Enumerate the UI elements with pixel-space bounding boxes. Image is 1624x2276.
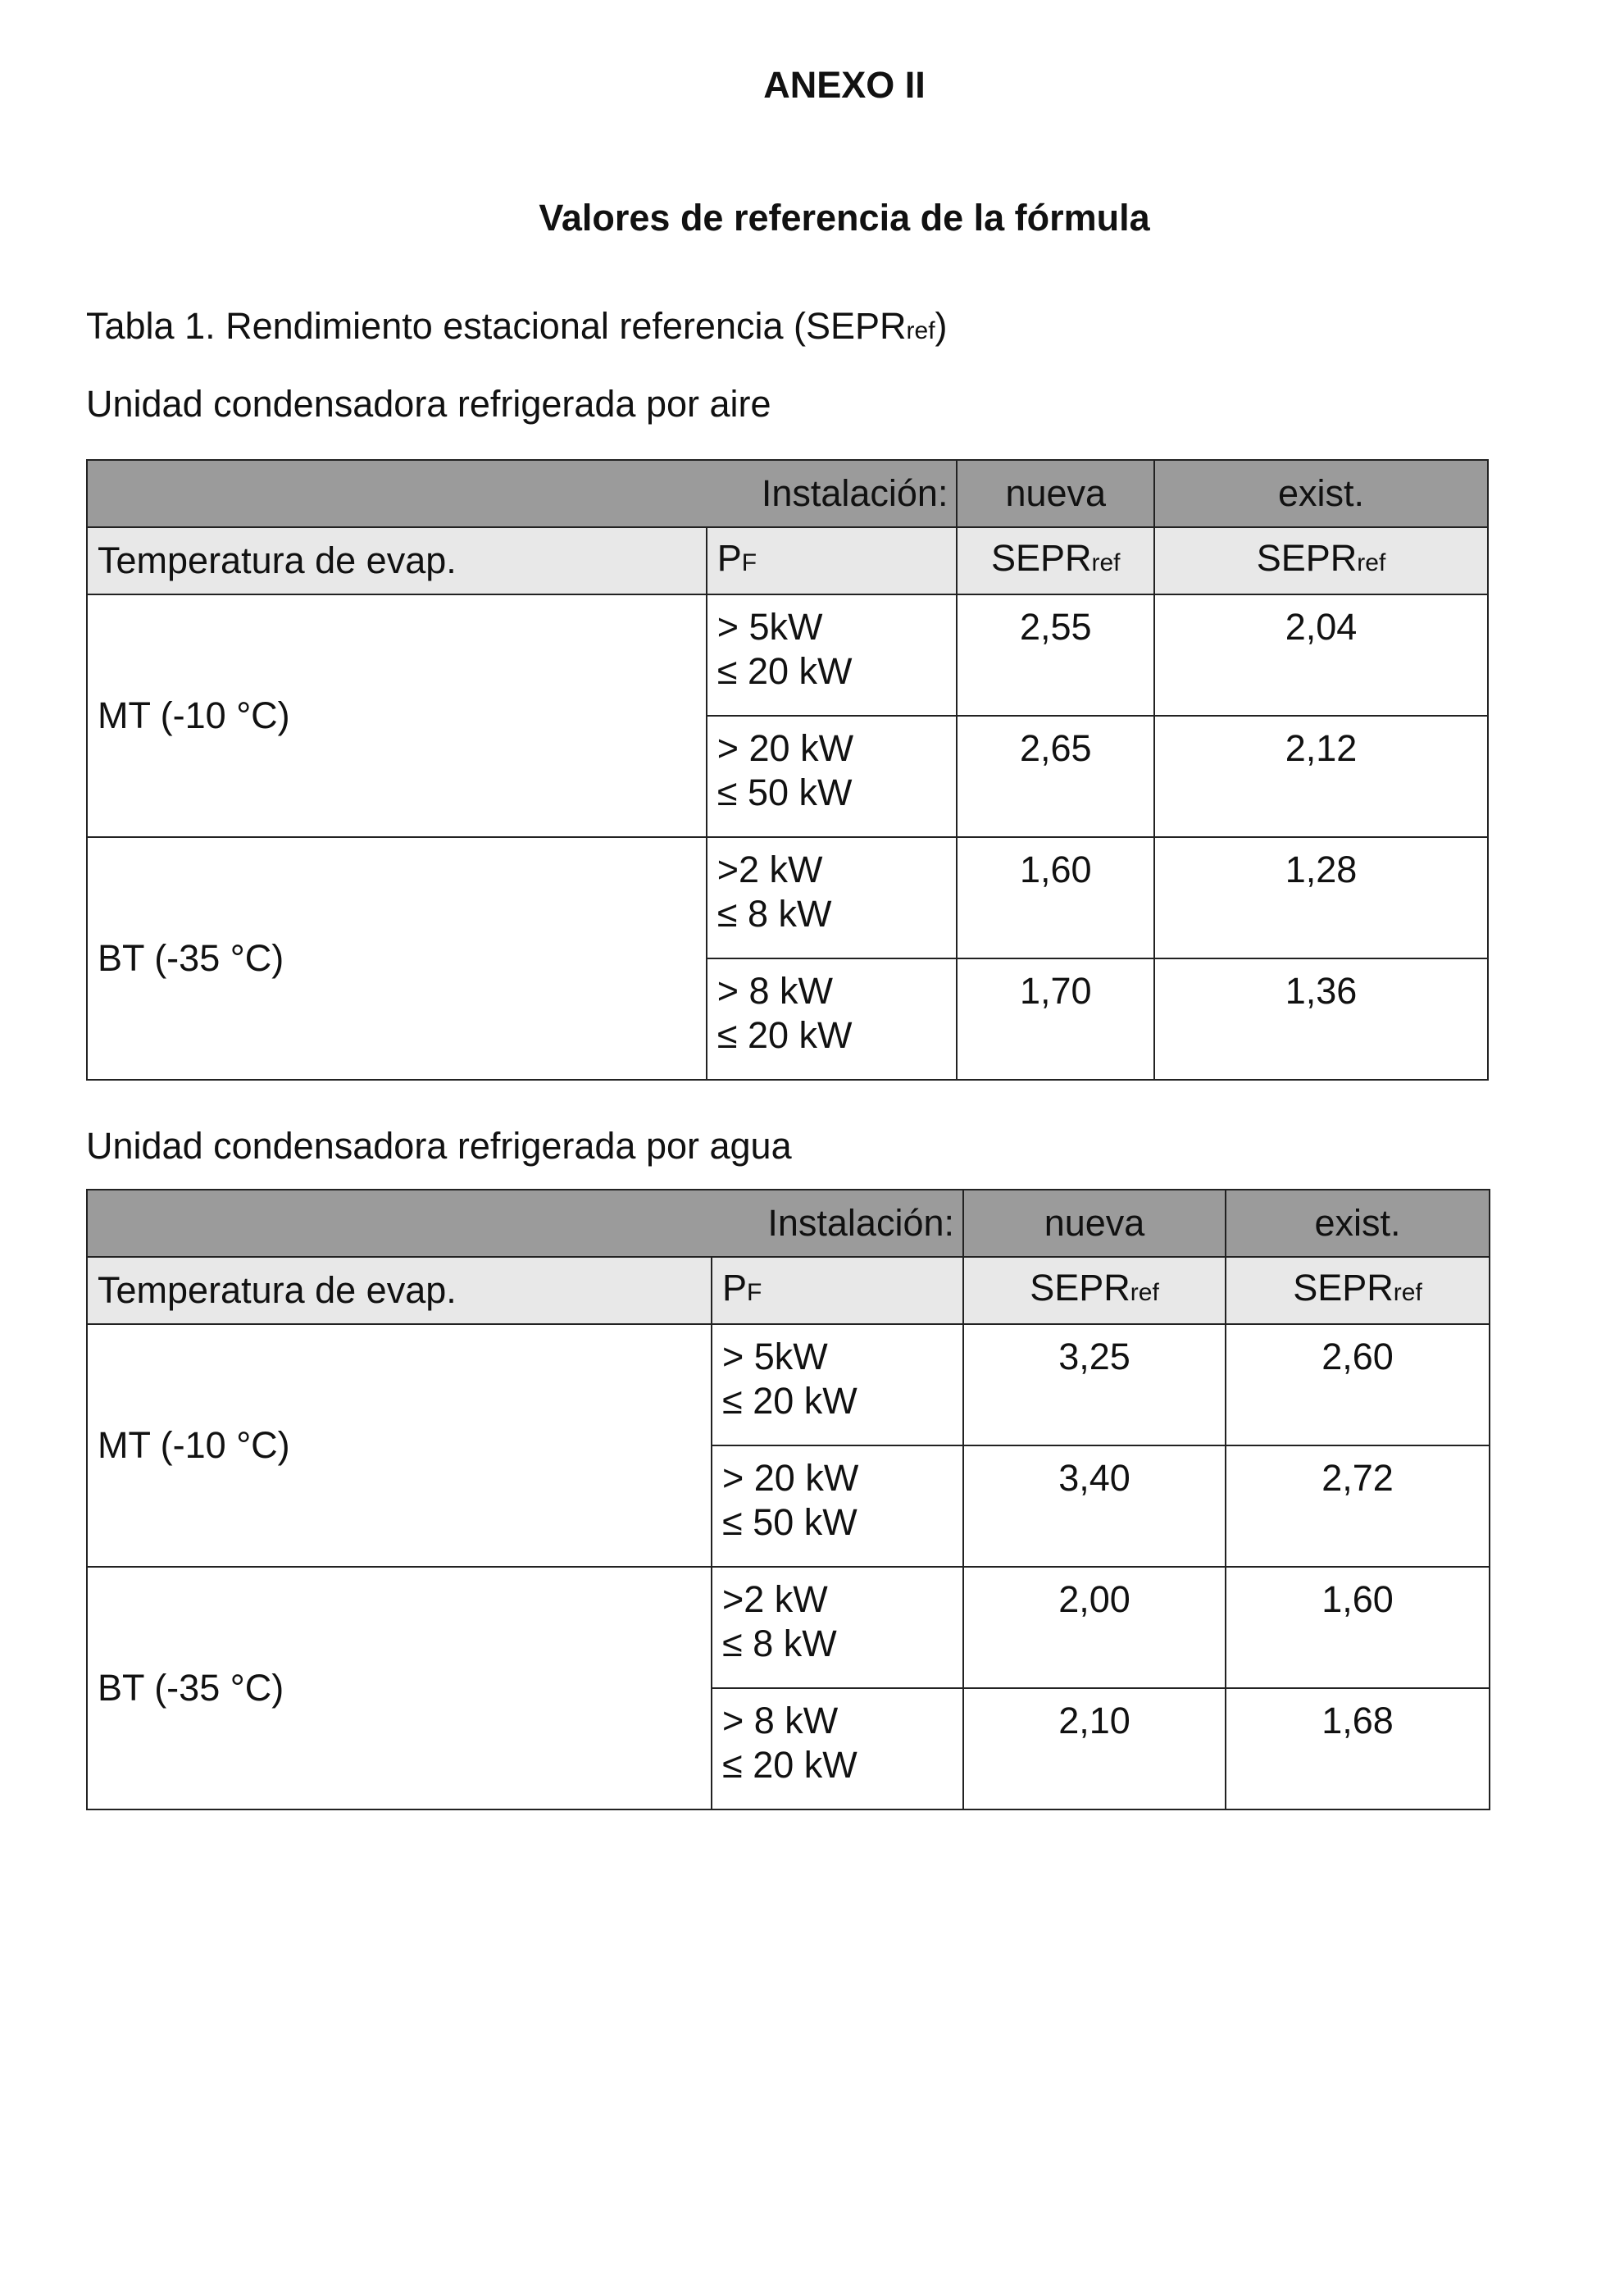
annex-title: ANEXO II <box>763 64 926 106</box>
table-subheader-row <box>87 527 1488 594</box>
range-lower: > 5kW <box>722 1336 828 1377</box>
range-upper: ≤ 20 kW <box>716 650 853 692</box>
sepr-new-header <box>963 1257 1226 1324</box>
table-row <box>87 1567 1490 1688</box>
range-upper: ≤ 20 kW <box>716 1014 853 1056</box>
temperature-cell: BT (-35 °C) <box>87 1567 712 1809</box>
range-lower: > 5kW <box>716 606 823 648</box>
pf-column-header <box>707 527 958 594</box>
range-upper: ≤ 8 kW <box>722 1623 837 1664</box>
power-range-cell <box>707 958 958 1080</box>
range-upper: ≤ 50 kW <box>722 1501 857 1543</box>
sepr-existing-value: 2,04 <box>1154 594 1488 716</box>
range-lower: > 20 kW <box>722 1457 859 1499</box>
power-range-cell <box>712 1324 963 1445</box>
sepr-existing-value: 2,60 <box>1226 1324 1490 1445</box>
section-title: Valores de referencia de la fórmula <box>539 197 1150 239</box>
sepr-symbol: SEPR <box>1293 1267 1394 1309</box>
power-range-cell <box>707 594 958 716</box>
installation-label: Instalación: <box>87 1190 963 1257</box>
temperature-column-header: Temperatura de evap. <box>87 1257 712 1324</box>
sepr-existing-value: 2,72 <box>1226 1445 1490 1567</box>
sepr-subscript: ref <box>1091 549 1121 576</box>
power-range-cell <box>712 1445 963 1567</box>
caption-close: ) <box>935 305 948 347</box>
range-lower: >2 kW <box>722 1578 828 1620</box>
new-column-header: nueva <box>957 460 1154 527</box>
air-section-title: Unidad condensadora refrigerada por aire <box>86 383 771 425</box>
water-cooled-table <box>86 1189 1490 1810</box>
sepr-existing-value: 1,28 <box>1154 837 1488 958</box>
table-subheader-row <box>87 1257 1490 1324</box>
temperature-cell: MT (-10 °C) <box>87 1324 712 1567</box>
sepr-new-header <box>957 527 1154 594</box>
sepr-existing-value: 1,60 <box>1226 1567 1490 1688</box>
range-upper: ≤ 8 kW <box>716 893 832 935</box>
table-caption <box>86 305 948 348</box>
sepr-symbol: SEPR <box>1256 537 1358 579</box>
power-range-cell <box>707 716 958 837</box>
sepr-new-value: 3,40 <box>963 1445 1226 1567</box>
sepr-new-value: 1,60 <box>957 837 1154 958</box>
new-column-header: nueva <box>963 1190 1226 1257</box>
power-range-cell <box>712 1567 963 1688</box>
table-header-row <box>87 460 1488 527</box>
temperature-column-header: Temperatura de evap. <box>87 527 707 594</box>
sepr-new-value: 2,65 <box>957 716 1154 837</box>
sepr-new-value: 3,25 <box>963 1324 1226 1445</box>
sepr-symbol: SEPR <box>990 537 1092 579</box>
sepr-new-value: 1,70 <box>957 958 1154 1080</box>
caption-subscript: ref <box>906 317 935 344</box>
range-lower: >2 kW <box>716 849 823 890</box>
existing-column-header: exist. <box>1226 1190 1490 1257</box>
table-row <box>87 1324 1490 1445</box>
sepr-existing-value: 1,36 <box>1154 958 1488 1080</box>
power-range-cell <box>712 1688 963 1809</box>
sepr-subscript: ref <box>1393 1279 1422 1306</box>
sepr-new-value: 2,10 <box>963 1688 1226 1809</box>
table-row <box>87 837 1488 958</box>
pf-column-header <box>712 1257 963 1324</box>
sepr-new-value: 2,55 <box>957 594 1154 716</box>
range-lower: > 8 kW <box>716 970 834 1012</box>
pf-symbol: P <box>716 537 742 579</box>
range-upper: ≤ 20 kW <box>722 1744 857 1786</box>
caption-text: Tabla 1. Rendimiento estacional referencia (SEPR <box>86 305 907 347</box>
temperature-cell: BT (-35 °C) <box>87 837 707 1080</box>
sepr-existing-header <box>1154 527 1488 594</box>
water-section-title: Unidad condensadora refrigerada por agua <box>86 1125 792 1167</box>
pf-subscript: F <box>741 549 757 576</box>
air-cooled-table <box>86 459 1489 1081</box>
pf-subscript: F <box>747 1279 762 1306</box>
sepr-new-value: 2,00 <box>963 1567 1226 1688</box>
pf-symbol: P <box>722 1267 748 1309</box>
range-upper: ≤ 50 kW <box>716 772 853 813</box>
sepr-subscript: ref <box>1357 549 1386 576</box>
temperature-cell: MT (-10 °C) <box>87 594 707 837</box>
table-header-row <box>87 1190 1490 1257</box>
sepr-existing-header <box>1226 1257 1490 1324</box>
range-lower: > 8 kW <box>722 1700 839 1741</box>
installation-label: Instalación: <box>87 460 957 527</box>
table-row <box>87 594 1488 716</box>
sepr-existing-value: 2,12 <box>1154 716 1488 837</box>
sepr-symbol: SEPR <box>1030 1267 1130 1309</box>
range-upper: ≤ 20 kW <box>722 1380 857 1422</box>
power-range-cell <box>707 837 958 958</box>
sepr-subscript: ref <box>1130 1279 1159 1306</box>
sepr-existing-value: 1,68 <box>1226 1688 1490 1809</box>
range-lower: > 20 kW <box>716 727 854 769</box>
existing-column-header: exist. <box>1154 460 1488 527</box>
